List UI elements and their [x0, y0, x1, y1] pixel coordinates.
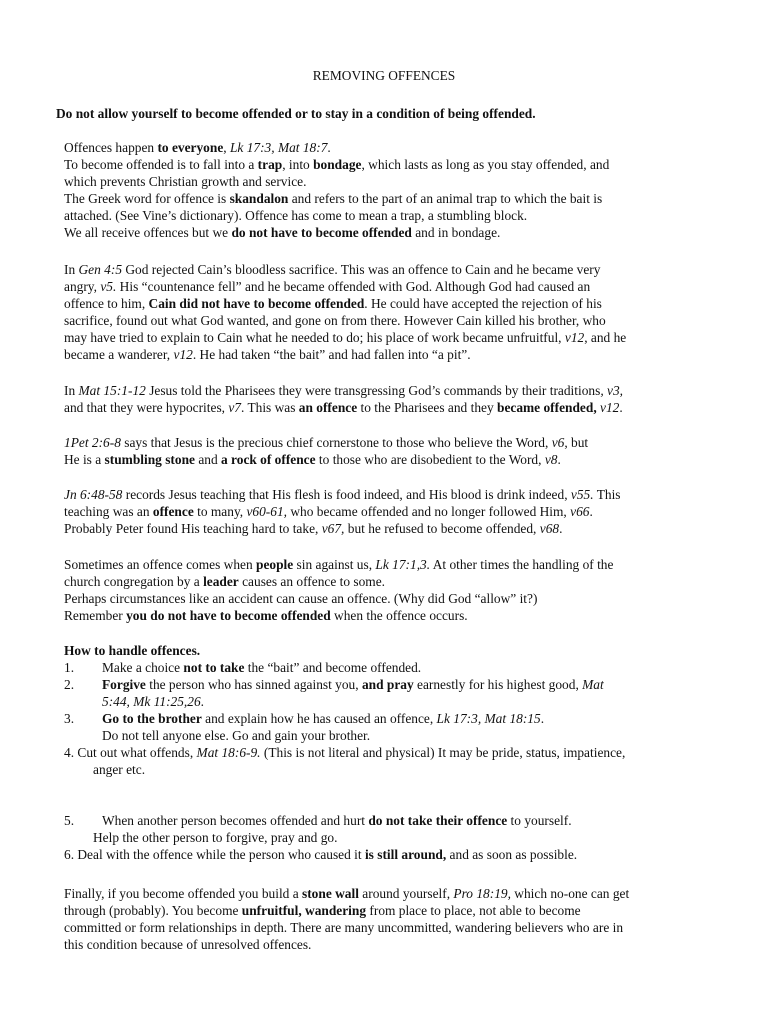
paragraph-cain — [64, 261, 724, 363]
text-line: Sometimes an offence comes when people sin against us, Lk 17:1,3. At other times the handling of the — [64, 557, 614, 572]
text-line: may have tried to explain to Cain what he needed to do; his place of work became unfruitful, v12, and he — [64, 330, 627, 345]
list-item: 3. Go to the brother and explain how he has caused an offence, Lk 17:3, Mat 18:15. Do not tell anyone else. Go and gain your brother. — [64, 711, 545, 743]
text-line: The Greek word for offence is skandalon and refers to the part of an animal trap to which the bait is — [64, 191, 603, 206]
list-item: 5. When another person becomes offended and hurt do not take their offence to yourself. Help the other person to forgive, pray and go. — [64, 813, 572, 845]
text-line: To become offended is to fall into a trap, into bondage, which lasts as long as you stay offended, and — [64, 157, 610, 172]
paragraph-john — [64, 486, 724, 537]
paragraph-pharisees — [64, 382, 724, 416]
text-line: Offences happen to everyone, Lk 17:3, Mat 18:7. — [64, 140, 331, 155]
text-line: through (probably). You become unfruitful, wandering from place to place, not able to become — [64, 903, 581, 918]
list-item: 6. Deal with the offence while the person who caused it is still around, and as soon as possible. — [64, 847, 578, 862]
list-number: 5. — [64, 813, 75, 828]
list-item: 4. Cut out what offends, Mat 18:6-9. (This is not literal and physical) It may be pride, status, impatience, anger etc. — [64, 745, 626, 777]
text-line: Finally, if you become offended you build a stone wall around yourself, Pro 18:19, which no-one can get — [64, 886, 630, 901]
text-line: 1Pet 2:6-8 says that Jesus is the precious chief cornerstone to those who believe the Word, v6, but — [64, 435, 589, 450]
list-number: 1. — [64, 660, 75, 675]
text-line: We all receive offences but we do not have to become offended and in bondage. — [64, 225, 501, 240]
list-item: 1. Make a choice not to take the “bait” and become offended. — [64, 660, 422, 675]
paragraph-cornerstone — [64, 434, 724, 468]
text-line: this condition because of unresolved offences. — [64, 937, 312, 952]
howto-section — [64, 642, 724, 863]
paragraph-sometimes — [64, 556, 724, 624]
text-line: Remember you do not have to become offended when the offence occurs. — [64, 608, 468, 623]
text-line: which prevents Christian growth and service. — [64, 174, 307, 189]
text-line: Jn 6:48-58 records Jesus teaching that His flesh is food indeed, and His blood is drink indeed, v55. This — [64, 487, 621, 502]
list-number: 2. — [64, 677, 75, 692]
text-line: Perhaps circumstances like an accident can cause an offence. (Why did God “allow” it?) — [64, 591, 538, 606]
text-line: became a wanderer, v12. He had taken “the bait” and had fallen into “a pit”. — [64, 347, 471, 362]
text-line: teaching was an offence to many, v60-61, who became offended and no longer followed Him, v66. — [64, 504, 593, 519]
text-line: In Gen 4:5 God rejected Cain’s bloodless sacrifice. This was an offence to Cain and he became very — [64, 262, 601, 277]
paragraph-finally — [64, 885, 724, 953]
list-item: 2. Forgive the person who has sinned against you, and pray earnestly for his highest good, Mat 5:44, Mk 11:25,26. — [64, 677, 604, 709]
page-subtitle: Do not allow yourself to become offended or to stay in a condition of being offended. — [56, 106, 536, 121]
text-line: church congregation by a leader causes an offence to some. — [64, 574, 386, 589]
page-title: REMOVING OFFENCES — [312, 68, 456, 83]
text-line: In Mat 15:1-12 Jesus told the Pharisees they were transgressing God’s commands by their traditions, v3, — [64, 383, 623, 398]
text-line: attached. (See Vine’s dictionary). Offence has come to mean a trap, a stumbling block. — [64, 208, 528, 223]
text-line: Probably Peter found His teaching hard to take, v67, but he refused to become offended, v68. — [64, 521, 563, 536]
paragraph-intro — [64, 139, 724, 241]
section-heading: How to handle offences. — [64, 643, 201, 658]
text-line: angry, v5. His “countenance fell” and he became offended with God. Although God had caused an — [64, 279, 591, 294]
text-line: committed or form relationships in depth. There are many uncommitted, wandering believers who are in — [64, 920, 624, 935]
text-line: sacrifice, found out what God wanted, and gone on from there. However Cain killed his brother, who — [64, 313, 606, 328]
text-line: offence to him, Cain did not have to become offended. He could have accepted the rejection of his — [64, 296, 602, 311]
text-line: He is a stumbling stone and a rock of offence to those who are disobedient to the Word, v8. — [64, 452, 561, 467]
text-line: and that they were hypocrites, v7. This was an offence to the Pharisees and they became offended, v12. — [64, 400, 623, 415]
list-number: 3. — [64, 711, 75, 726]
